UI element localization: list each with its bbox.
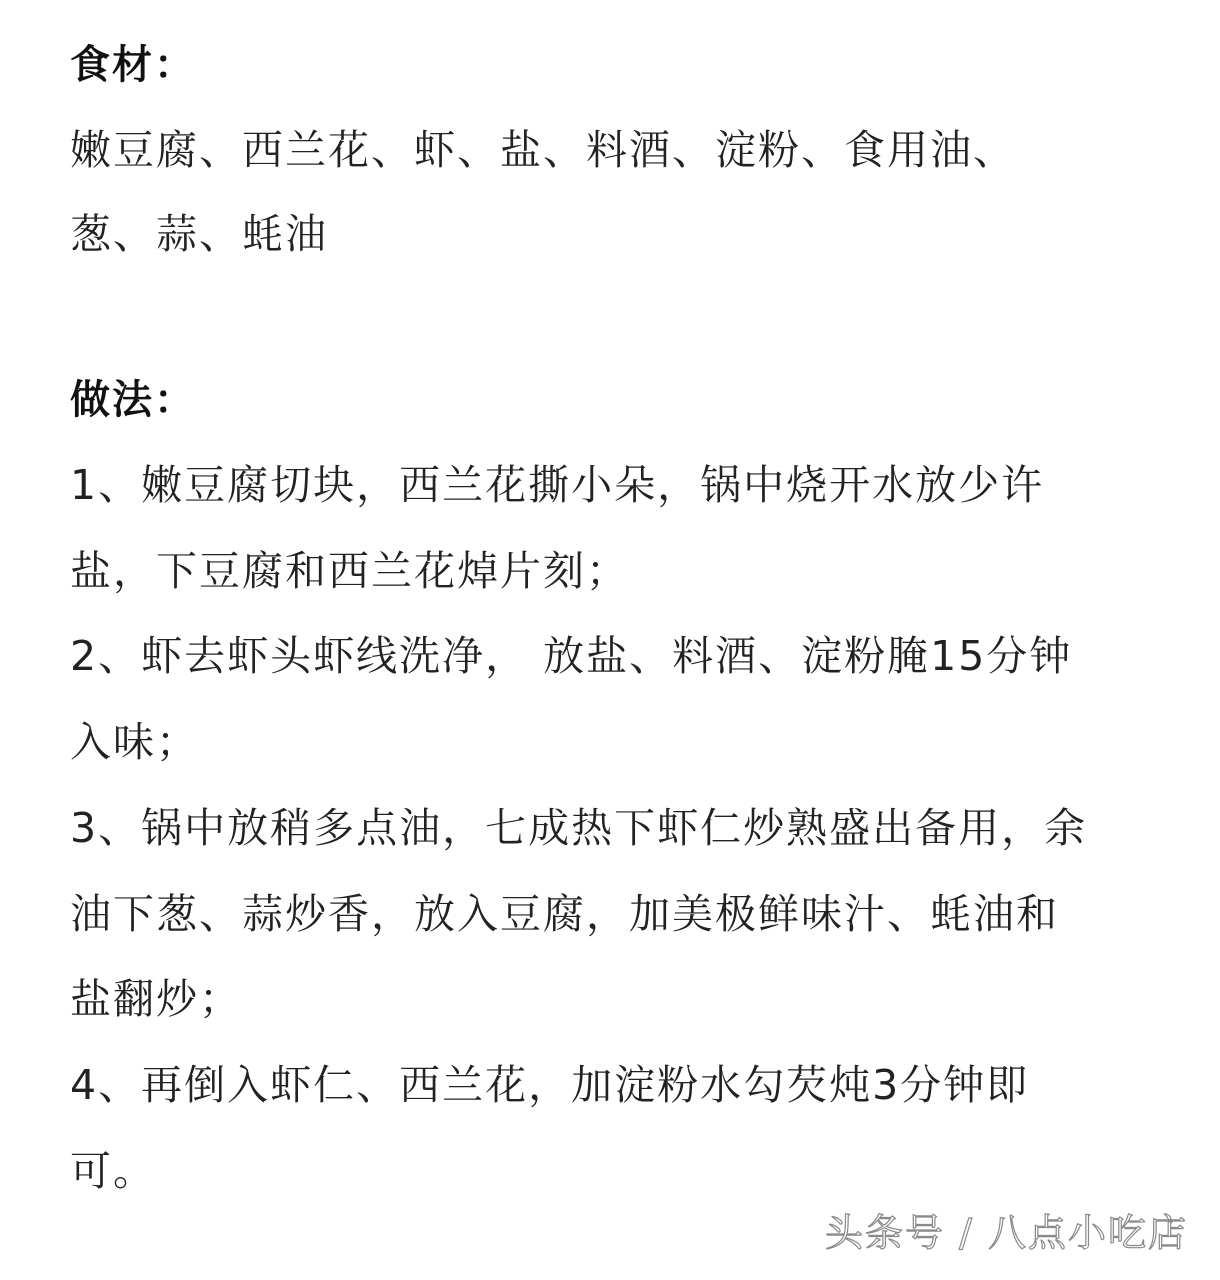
method-step-line: 2、虾去虾头虾线洗净， 放盐、料酒、淀粉腌15分钟 bbox=[70, 632, 1073, 680]
method-step-line: 4、再倒入虾仁、西兰花，加淀粉水勾芡炖3分钟即 bbox=[70, 1061, 1030, 1109]
method-step-line: 可。 bbox=[70, 1147, 156, 1195]
method-step-line: 盐，下豆腐和西兰花焯片刻； bbox=[70, 547, 629, 595]
method-step-line: 3、锅中放稍多点油，七成热下虾仁炒熟盛出备用，余 bbox=[70, 804, 1088, 852]
method-step-line: 1、嫩豆腐切块，西兰花撕小朵，锅中烧开水放少许 bbox=[70, 461, 1045, 509]
ingredients-line: 葱、蒜、蚝油 bbox=[70, 210, 328, 258]
method-step-line: 油下葱、蒜炒香，放入豆腐，加美极鲜味汁、蚝油和 bbox=[70, 890, 1059, 938]
method-step-line: 入味； bbox=[70, 718, 199, 766]
method-step-line: 盐翻炒； bbox=[70, 975, 242, 1023]
watermark: 头条号 / 八点小吃店 bbox=[825, 1211, 1188, 1255]
method-heading: 做法： bbox=[70, 377, 196, 423]
ingredients-heading: 食材： bbox=[70, 42, 196, 88]
ingredients-line: 嫩豆腐、西兰花、虾、盐、料酒、淀粉、食用油、 bbox=[70, 126, 1016, 174]
